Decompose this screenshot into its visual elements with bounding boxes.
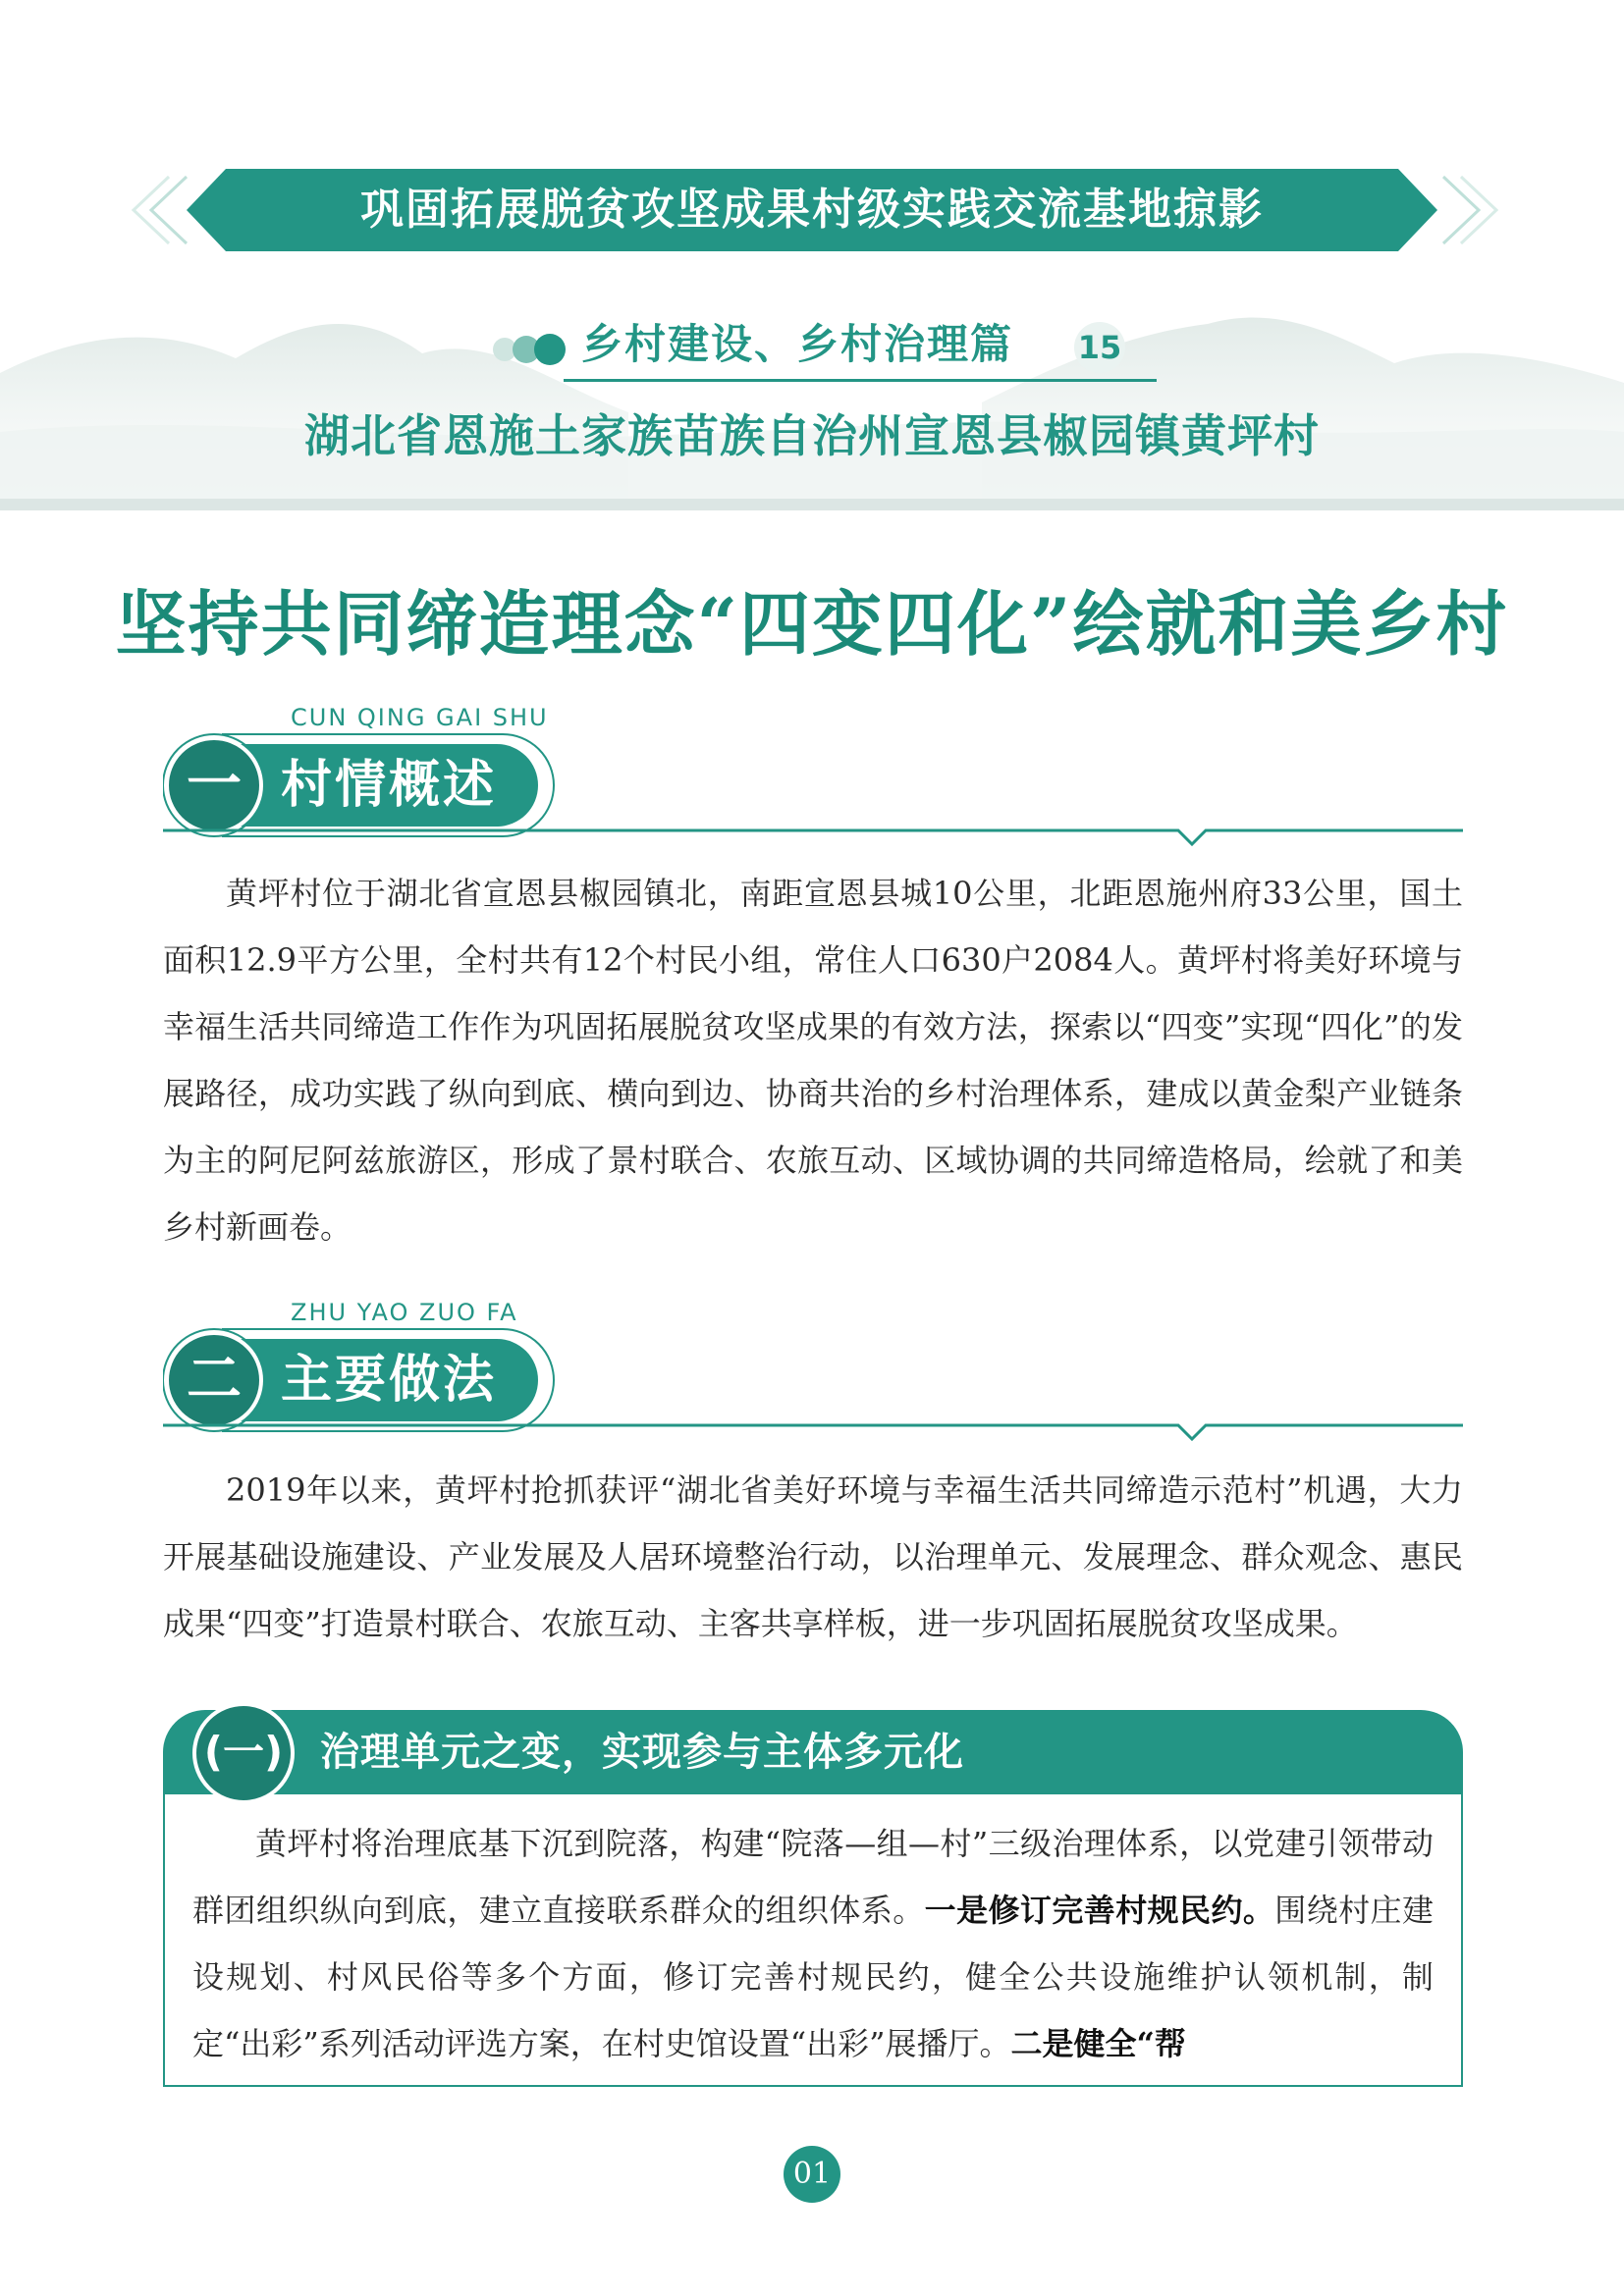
right-chevron-decoration <box>1434 175 1502 245</box>
section-divider <box>163 823 1463 846</box>
subsection-header <box>163 1710 1463 1794</box>
section-label-underline <box>564 379 1157 382</box>
page-number: 01 <box>784 2146 840 2203</box>
section-title: 村情概述 <box>281 756 498 815</box>
text-segment: 围绕村庄建设规划、村风民俗等多个方面，修订完善村规民约，健全公共设施维护认领机制，制定“出彩”系列活动评选方案，在村史馆设置“出彩”展播厅。 <box>192 1892 1434 2062</box>
top-banner <box>187 169 1437 251</box>
village-title: 湖北省恩施土家族苗族自治州宣恩县椒园镇黄坪村 <box>304 409 1320 462</box>
section-divider <box>163 1417 1463 1441</box>
section-paragraph: 黄坪村位于湖北省宣恩县椒园镇北，南距宣恩县城10公里，北距恩施州府33公里，国土面积12.9平方公里，全村共有12个村民小组，常住人口630户2084人。黄坪村将美好环境与幸福生活共同缔造工作作为巩固拓展脱贫攻坚成果的有效方法，探索以“四变”实现“四化”的发展路径，成功实践了纵向到底、横向到边、协商共治的乡村治理体系，建成以黄金梨产业链条为主的阿尼阿兹旅游区，形成了景村联合、农旅互动、区域协调的共同缔造格局，绘就了和美乡村新画卷。 <box>163 875 1463 1246</box>
section-number: 一 <box>187 753 242 817</box>
section-number-badge: 15 <box>1074 322 1125 373</box>
mountain-background <box>0 265 1624 510</box>
subsection-title: 治理单元之变，实现参与主体多元化 <box>320 1730 964 1775</box>
dots-icon <box>491 330 569 369</box>
banner-title: 巩固拓展脱贫攻坚成果村级实践交流基地掠影 <box>360 185 1264 235</box>
section-title: 主要做法 <box>281 1351 498 1410</box>
section-pinyin: CUN QING GAI SHU <box>281 703 559 732</box>
bold-point: 二是健全“帮 <box>1010 2025 1186 2062</box>
subsection-text <box>192 1810 1434 2077</box>
section-number: 二 <box>187 1348 242 1412</box>
section-pinyin: ZHU YAO ZUO FA <box>281 1298 528 1327</box>
subsection-body <box>163 1794 1463 2087</box>
section-paragraph: 2019年以来，黄坪村抢抓获评“湖北省美好环境与幸福生活共同缔造示范村”机遇，大力开展基础设施建设、产业发展及人居环境整治行动，以治理单元、发展理念、群众观念、惠民成果“四变”打造景村联合、农旅互动、主客共享样板，进一步巩固拓展脱贫攻坚成果。 <box>163 1471 1463 1642</box>
section-label-row <box>491 312 1159 383</box>
subsection-number: (一) <box>192 1702 295 1804</box>
main-title: 坚持共同缔造理念“四变四化”绘就和美乡村 <box>115 582 1509 666</box>
subsection-box <box>163 1710 1463 2087</box>
bold-point: 一是修订完善村规民约。 <box>924 1892 1275 1929</box>
section-label: 乡村建设、乡村治理篇 <box>581 320 1014 368</box>
text-segment: 黄坪村将治理底基下沉到院落，构建“院落—组—村”三级治理体系，以党建引领带动群团组织纵向到底，建立直接联系群众的组织体系。 <box>192 1825 1434 1929</box>
